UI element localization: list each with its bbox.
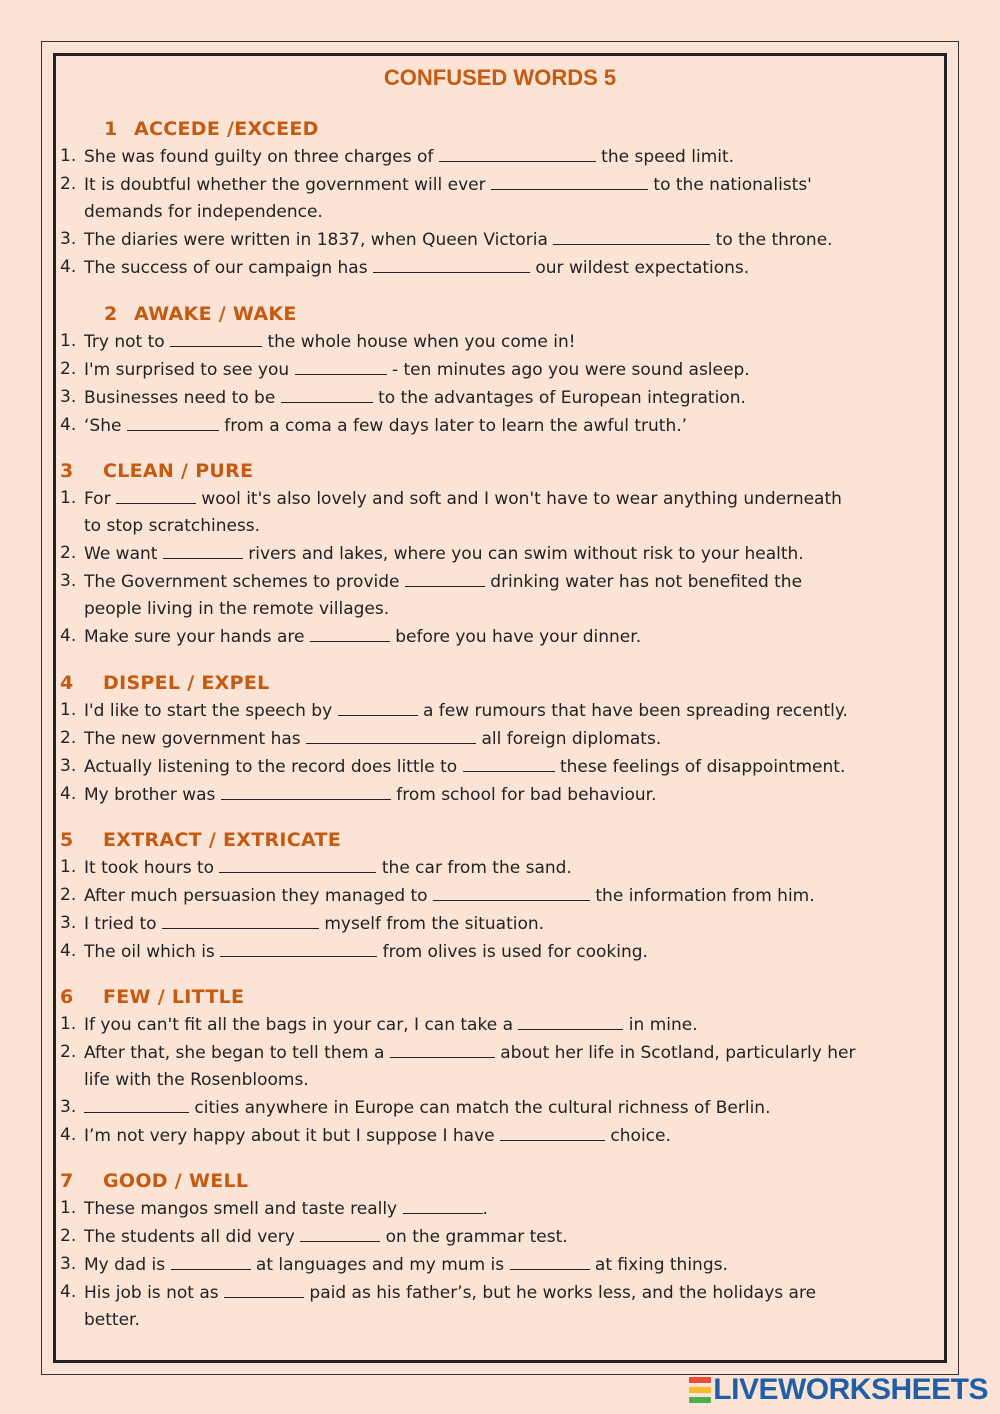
- section-7: [60, 1167, 950, 1334]
- section-6: [60, 983, 950, 1150]
- answer-blank[interactable]: [338, 697, 418, 716]
- answer-blank[interactable]: [306, 725, 476, 744]
- logo-icon: [689, 1377, 711, 1403]
- list-item: 1. These mangos smell and taste really .: [60, 1195, 950, 1223]
- section-heading: 2 AWAKE / WAKE: [104, 303, 297, 325]
- liveworksheets-logo: [689, 1372, 988, 1408]
- list-item: 1. I'd like to start the speech by a few rumours that have been spreading recently.: [60, 697, 950, 725]
- list-item: 3. The Government schemes to provide drinking water has not benefited the people living in the remote villages.: [60, 568, 950, 623]
- logo-bar-yellow: [689, 1387, 711, 1393]
- section-heading: 5 EXTRACT / EXTRICATE: [60, 829, 342, 851]
- answer-blank[interactable]: [171, 1251, 251, 1270]
- answer-blank[interactable]: [281, 384, 373, 403]
- brand-name: LIVEWORKSHEETS: [713, 1373, 988, 1406]
- section-4: [60, 669, 950, 809]
- logo-bar-red: [689, 1377, 711, 1383]
- list-item: 3. The diaries were written in 1837, when Queen Victoria to the throne.: [60, 226, 950, 254]
- list-item: 1. It took hours to the car from the sand.: [60, 854, 950, 882]
- answer-blank[interactable]: [405, 568, 485, 587]
- list-item: 4. I’m not very happy about it but I suppose I have choice.: [60, 1122, 950, 1150]
- section-5: [60, 826, 950, 966]
- answer-blank[interactable]: [219, 854, 376, 873]
- list-item: 2. The new government has all foreign diplomats.: [60, 725, 950, 753]
- list-item: 1. If you can't fit all the bags in your car, I can take a in mine.: [60, 1011, 950, 1039]
- list-item: 2. I'm surprised to see you - ten minutes ago you were sound asleep.: [60, 356, 950, 384]
- answer-blank[interactable]: [300, 1223, 380, 1242]
- answer-blank[interactable]: [127, 412, 219, 431]
- answer-blank[interactable]: [170, 328, 262, 347]
- answer-blank[interactable]: [510, 1251, 590, 1270]
- list-item: 2. After that, she began to tell them a about her life in Scotland, particularly her life with the Rosenblooms.: [60, 1039, 950, 1094]
- answer-blank[interactable]: [162, 910, 319, 929]
- list-item: 2. The students all did very on the grammar test.: [60, 1223, 950, 1251]
- logo-bar-green: [689, 1397, 711, 1403]
- list-item: 3. Actually listening to the record does little to these feelings of disappointment.: [60, 753, 950, 781]
- list-item: 3. cities anywhere in Europe can match the cultural richness of Berlin.: [60, 1094, 950, 1122]
- list-item: 1. She was found guilty on three charges of the speed limit.: [60, 143, 950, 171]
- section-heading: 4 DISPEL / EXPEL: [60, 672, 270, 694]
- list-item: 4. My brother was from school for bad behaviour.: [60, 781, 950, 809]
- list-item: 1. Try not to the whole house when you come in!: [60, 328, 950, 356]
- answer-blank[interactable]: [163, 540, 243, 559]
- answer-blank[interactable]: [553, 226, 710, 245]
- answer-blank[interactable]: [439, 143, 596, 162]
- answer-blank[interactable]: [491, 171, 648, 190]
- answer-blank[interactable]: [390, 1039, 495, 1058]
- answer-blank[interactable]: [463, 753, 555, 772]
- list-item: 4. The success of our campaign has our wildest expectations.: [60, 254, 950, 282]
- answer-blank[interactable]: [221, 781, 391, 800]
- list-item: 1. For wool it's also lovely and soft and I won't have to wear anything underneath to stop scratchiness.: [60, 485, 950, 540]
- answer-blank[interactable]: [224, 1279, 304, 1298]
- list-item: 2. After much persuasion they managed to the information from him.: [60, 882, 950, 910]
- answer-blank[interactable]: [220, 938, 377, 957]
- section-heading: 7 GOOD / WELL: [60, 1170, 249, 1192]
- list-item: 4. His job is not as paid as his father’s, but he works less, and the holidays are better.: [60, 1279, 950, 1334]
- answer-blank[interactable]: [518, 1011, 623, 1030]
- list-item: 2. It is doubtful whether the government will ever to the nationalists' demands for independence.: [60, 171, 950, 226]
- list-item: 4. ‘She from a coma a few days later to learn the awful truth.’: [60, 412, 950, 440]
- page-title: CONFUSED WORDS 5: [383, 65, 617, 90]
- answer-blank[interactable]: [310, 623, 390, 642]
- answer-blank[interactable]: [295, 356, 387, 375]
- list-item: 2. We want rivers and lakes, where you can swim without risk to your health.: [60, 540, 950, 568]
- answer-blank[interactable]: [403, 1195, 483, 1214]
- section-3: [60, 457, 950, 651]
- answer-blank[interactable]: [433, 882, 590, 901]
- answer-blank[interactable]: [373, 254, 530, 273]
- section-heading: 3 CLEAN / PURE: [60, 460, 254, 482]
- answer-blank[interactable]: [84, 1094, 189, 1113]
- answer-blank[interactable]: [500, 1122, 605, 1141]
- list-item: 3. My dad is at languages and my mum is at fixing things.: [60, 1251, 950, 1279]
- section-1: [60, 115, 950, 282]
- list-item: 3. I tried to myself from the situation.: [60, 910, 950, 938]
- list-item: 3. Businesses need to be to the advantages of European integration.: [60, 384, 950, 412]
- section-heading: 6 FEW / LITTLE: [60, 986, 245, 1008]
- section-heading: 1 ACCEDE /EXCEED: [104, 118, 319, 140]
- list-item: 4. The oil which is from olives is used for cooking.: [60, 938, 950, 966]
- list-item: 4. Make sure your hands are before you have your dinner.: [60, 623, 950, 651]
- section-2: [60, 300, 950, 440]
- answer-blank[interactable]: [116, 485, 196, 504]
